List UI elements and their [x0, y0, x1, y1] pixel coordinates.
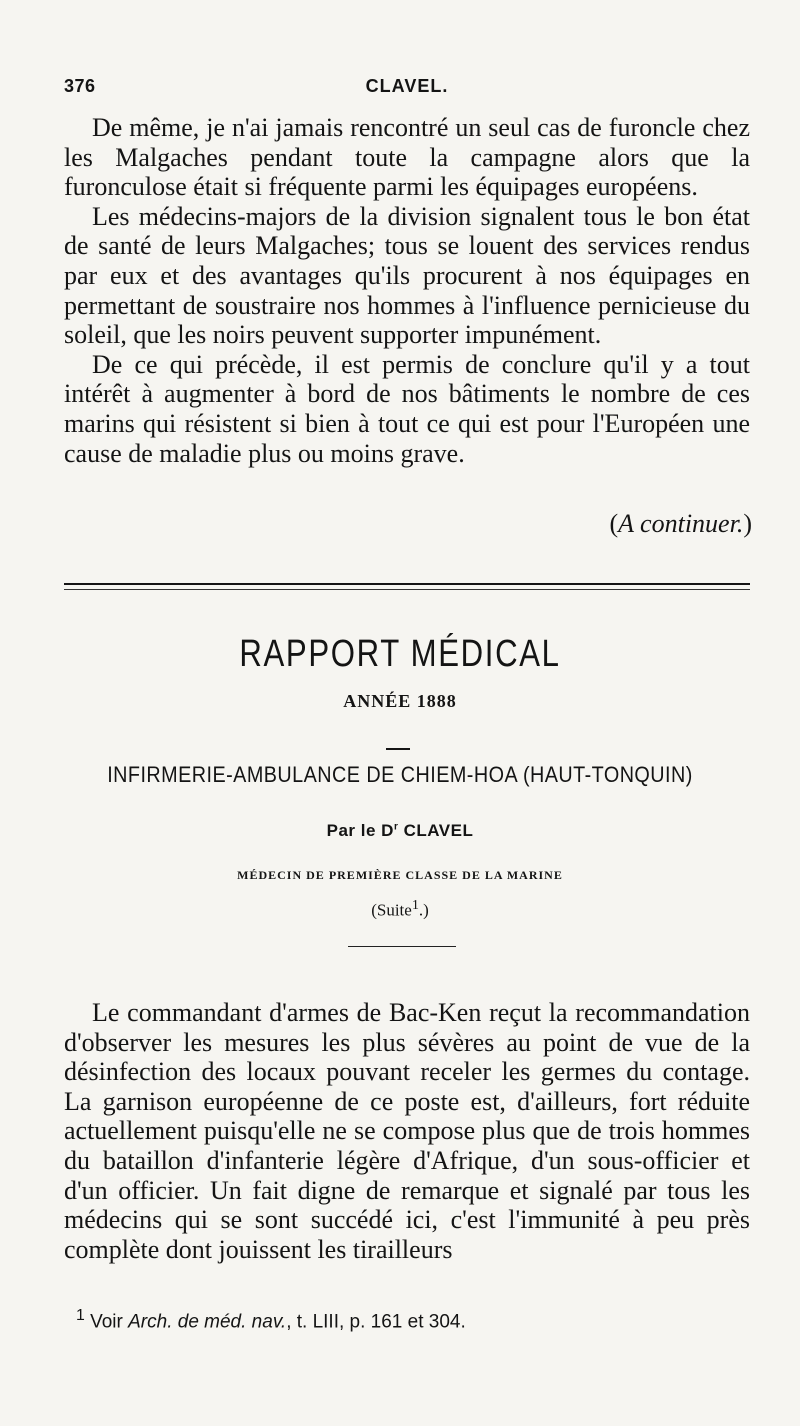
footnote-prefix: Voir [90, 1311, 123, 1333]
continuation-text: A continuer. [618, 509, 744, 538]
author-rank: MÉDECIN DE PREMIÈRE CLASSE DE LA MARINE [237, 868, 563, 882]
report-subtitle: INFIRMERIE-AMBULANCE DE CHIEM-HOA (HAUT-TONQUIN) [107, 762, 693, 787]
running-head: CLAVEL. [365, 76, 449, 96]
paragraph: Le commandant d'armes de Bac-Ken reçut la recommandation d'observer les mesures les plus sévères au point de vue de la désinfection des locaux pouvant receler les germes du contage. La garnison européenne de ce poste est, d'ailleurs, fort réduite actuellement puisqu'elle ne se compose plus que de trois hommes du bataillon d'infanterie légère d'Afrique, d'un sous-officier et d'un officier. Un fait digne de remarque et signalé par tous les médecins qui se sont succédé ici, c'est l'immunité à peu près complète dont jouissent les tirailleurs [64, 998, 750, 1264]
report-year: ANNÉE 1888 [343, 691, 457, 711]
section-rule [348, 946, 456, 947]
suite-note: (Suite$^1$.) [371, 897, 429, 920]
page-number: 376 [64, 76, 96, 96]
section-divider-thin [64, 589, 750, 590]
paragraph: De même, je n'ai jamais rencontré un seul cas de furoncle chez les Malgaches pendant toute la campagne alors que la furonculose était si fréquente parmi les équipages européens. [64, 113, 750, 202]
report-body [64, 998, 750, 1264]
page-header [64, 76, 750, 106]
continuation-note: (A continuer.) [609, 509, 752, 538]
section-divider-thick [64, 583, 750, 585]
paragraph: Les médecins-majors de la division signalent tous le bon état de santé de leurs Malgaches; tous se louent des services rendus par eux et des avantages qu'ils procurent à nos équipages en permettant de soustraire nos hommes à l'influence pernicieuse du soleil, que les noirs peuvent supporter impunément. [64, 201, 750, 350]
author-prefix: Par le D [326, 821, 394, 840]
suite-text: Suite [376, 900, 412, 920]
footnote [76, 1307, 466, 1333]
footnote-rest: , t. LIII, p. 161 et 304. [286, 1311, 466, 1333]
author-sup: r [393, 821, 399, 833]
previous-article-text [64, 113, 750, 468]
paragraph: De ce qui précède, il est permis de conclure qu'il y a tout intérêt à augmenter à bord de nos bâtiments le nombre de ces marins qui résistent si bien à tout ce qui est pour l'Européen une cause de maladie plus ou moins grave. [64, 349, 750, 468]
report-author [0, 821, 800, 841]
footnote-journal: Arch. de méd. nav. [128, 1311, 287, 1333]
suite-footnote-mark: 1 [411, 897, 419, 913]
author-name: CLAVEL [403, 821, 474, 840]
footnote-mark: 1 [76, 1307, 85, 1324]
title-rule [386, 748, 410, 750]
report-title: RAPPORT MÉDICAL [239, 633, 561, 675]
